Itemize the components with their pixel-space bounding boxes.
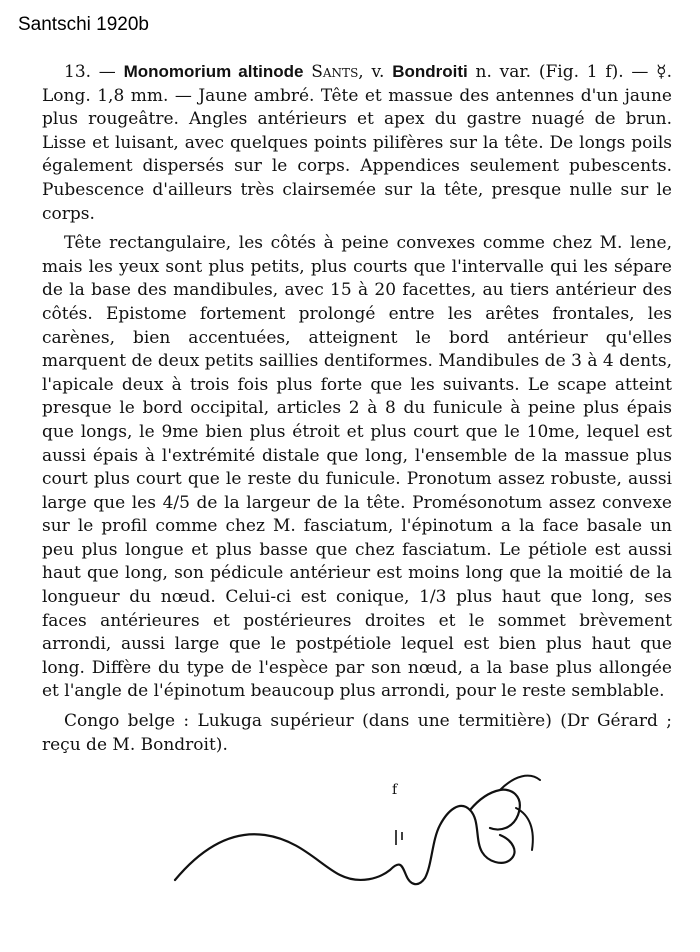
variety-prefix: , v. [358, 62, 385, 82]
figure-label: f [392, 782, 398, 798]
ant-profile-drawing [170, 770, 550, 910]
figure-1f [170, 770, 550, 910]
author-name: Sants [311, 62, 359, 82]
variety-name: Bondroiti [392, 62, 468, 81]
entry-paragraph-1 [42, 60, 672, 226]
species-description [42, 60, 672, 757]
entry-number: 13. — [64, 62, 116, 82]
variety-suffix: n. var. [467, 62, 532, 82]
entry-paragraph-3: Congo belge : Lukuga supérieur (dans une termitière) (Dr Gérard ; reçu de M. Bondroit). [42, 711, 672, 755]
species-name: Monomorium altinode [123, 62, 304, 81]
reference-label: Santschi 1920b [18, 14, 149, 35]
entry-paragraph-2: Tête rectangulaire, les côtés à peine convexes comme chez M. lene, mais les yeux sont plus petits, plus courts que l'intervalle qui les sépare de la base des mandibules, avec 15 à 20 facettes, au tiers antérieur des côtés. Epistome fortement prolongé entre les arêtes frontales, les carènes, bien accentuées, atteignent le bord antérieur qu'elles marquent de deux petits saillies dentiformes. Mandibules de 3 à 4 dents, l'apicale deux à trois fois plus forte que les suivants. Le scape atteint presque le bord occipital, articles 2 à 8 du funicule à peine plus épais que longs, le 9me bien plus étroit et plus court que le 10me, lequel est aussi épais à l'extrémité distale que long, l'ensemble de la massue plus court plus court que le reste du funicule. Pronotum assez robuste, aussi large que les 4/5 de la largeur de la tête. Promésonotum assez convexe sur le profil comme chez M. fasciatum, l'épinotum a la face basale un peu plus longue et plus basse que chez fasciatum. Le pétiole est aussi haut que long, son pédicule antérieur est moins long que la moitié de la longueur du nœud. Celui-ci est conique, 1/3 plus haut que long, ses faces antérieures et postérieures droites et le sommet brèvement arrondi, aussi large que le postpétiole lequel est bien plus haut que long. Diffère du type de l'espèce par son nœud, a la base plus allongée et l'angle de l'épinotum beaucoup plus arrondi, pour le reste semblable. [42, 233, 672, 702]
description-text: (Fig. 1 f). — ☿. Long. 1,8 mm. — Jaune ambré. Tête et massue des antennes d'un jaune plus rougeâtre. Angles antérieurs et apex du gastre nuagé de brun. Lisse et luisant, avec quelques points pilifères sur la tête. De longs poils également dispersés sur le corps. Appendices seulement pubescents. Pubescence d'ailleurs très clairsemée sur la tête, presque nulle sur le corps. [42, 62, 673, 224]
